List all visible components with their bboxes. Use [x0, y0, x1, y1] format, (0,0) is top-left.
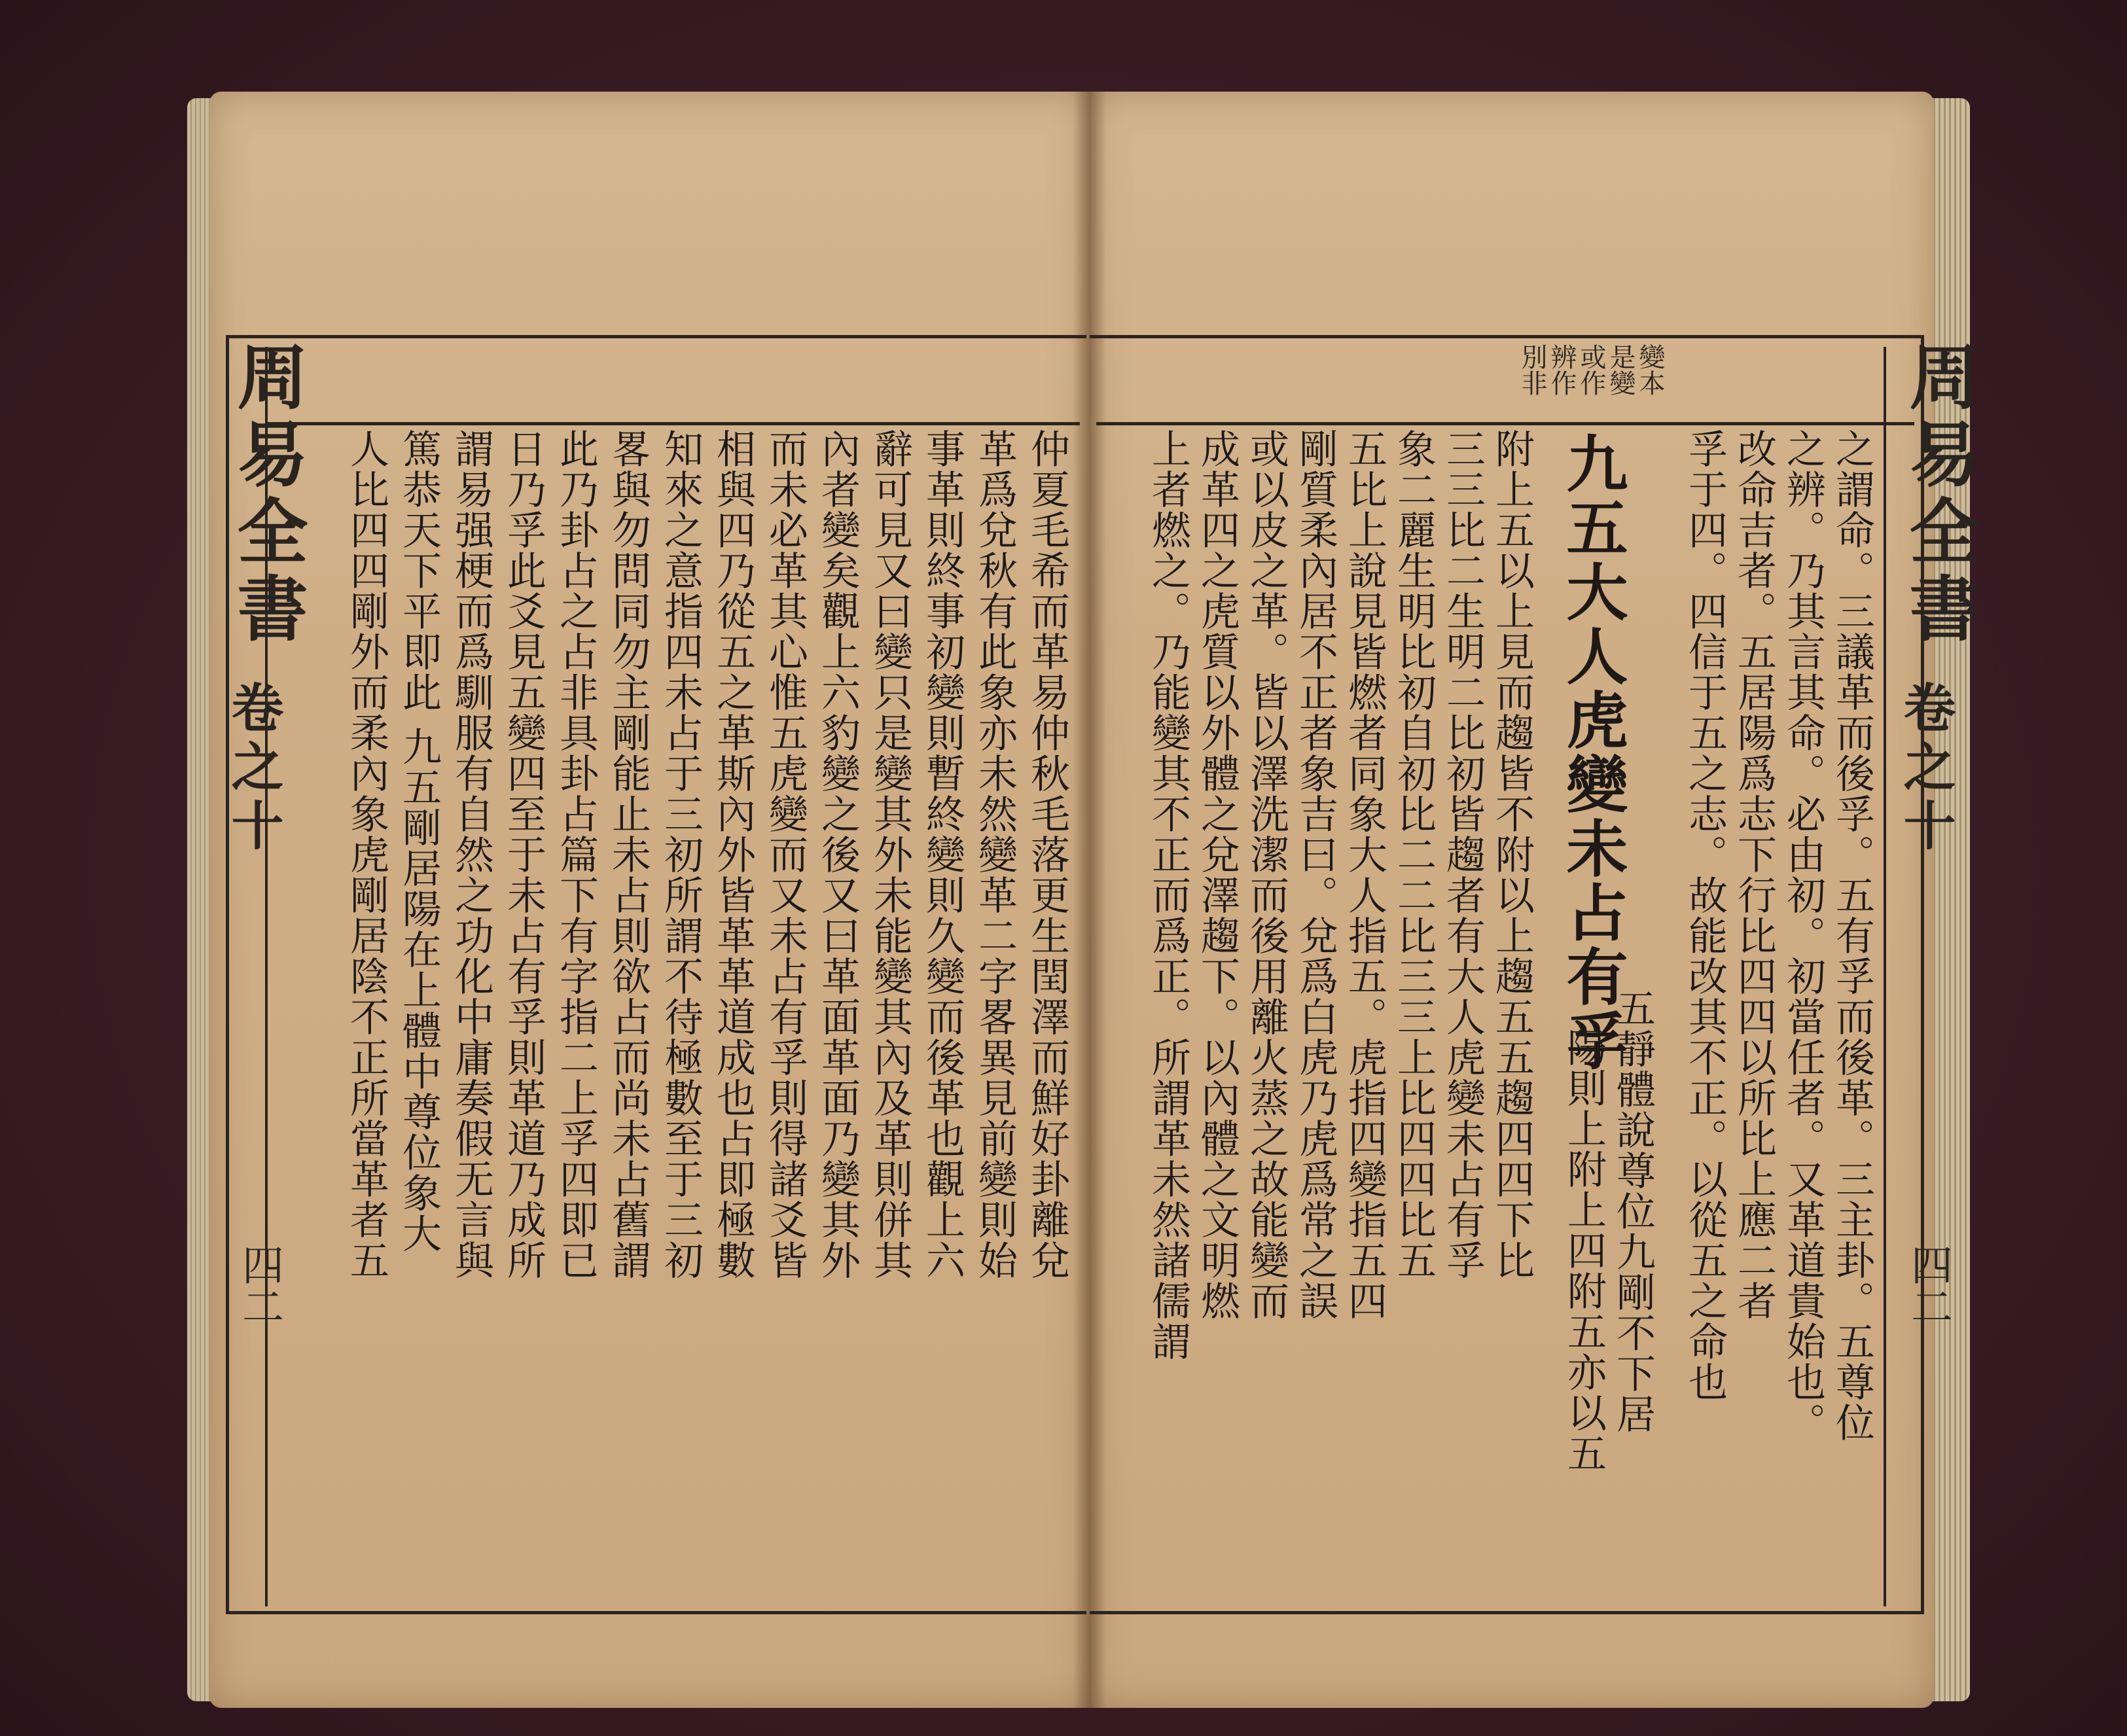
- note-column: 辨作: [1546, 344, 1577, 396]
- commentary-column: 相與四乃從五之革斯內外皆革革道成也占即極數: [710, 429, 756, 1281]
- commentary-column: 五靜體說尊位九剛不下居: [1610, 988, 1656, 1434]
- commentary-column: 剛質柔內居不正者象吉曰。兌爲白虎乃虎爲常之誤: [1293, 429, 1338, 1321]
- commentary-column: 仲夏毛希而革易仲秋毛落更生閏澤而鮮好卦離兌: [1024, 429, 1070, 1281]
- commentary-column: 成革四之虎質以外體之兌澤趨下。以內體之文明燃: [1194, 429, 1240, 1321]
- commentary-column: 內者變矣觀上六豹變之後又曰革面革面乃變其外: [815, 429, 861, 1281]
- note-column: 是變: [1605, 344, 1635, 396]
- commentary-column: 附上五以上見而趨皆不附以上趨五五趨四四下比: [1489, 429, 1535, 1281]
- commentary-column: 上者燃之。乃能變其不正而爲正。所謂革未然諸儒謂: [1145, 429, 1191, 1362]
- commentary-column: 而未必革其心惟五虎變而又未占有孚則得諸爻皆: [762, 429, 808, 1281]
- right-folio: 四二: [1904, 1243, 1952, 1327]
- commentary-column: 事革則終事初變則暫終變則久變而後革也觀上六: [920, 429, 965, 1281]
- commentary-column: 改命吉者。五居陽爲志下行比四四以所比上應二者: [1731, 429, 1777, 1321]
- commentary-column: 之辨。乃其言其命。必由初。初當任者。又革道貴始也。: [1780, 429, 1826, 1443]
- commentary-column: 篤恭天下平即此 九五剛居陽在上體中尊位象大: [396, 429, 442, 1254]
- commentary-column: 知來之意指四未占于三初所謂不待極數至于三初: [658, 429, 704, 1281]
- note-column: 別非: [1517, 344, 1547, 396]
- commentary-column: 畧與勿問同勿主剛能止未占則欲占而尚未占舊謂: [605, 429, 651, 1281]
- commentary-column: 象二麗生明比初自初比二二比三三上比四四比五: [1391, 429, 1437, 1281]
- main-text-heading: 九五大人虎變未占有孚: [1556, 432, 1628, 1073]
- left-margin-title: 周易全書: [225, 340, 308, 649]
- left-margin-juan: 卷之十: [223, 681, 284, 857]
- right-margin-juan: 卷之十: [1895, 681, 1956, 857]
- commentary-column: 人比四四剛外而柔內象虎剛居陰不正所當革者五: [344, 429, 389, 1281]
- commentary-column: 三三比二生明二比初皆趨者有大人虎變未占有孚: [1440, 429, 1486, 1281]
- right-margin-title: 周易全書: [1897, 340, 1980, 649]
- left-header-band: [265, 350, 1080, 425]
- left-folio: 四二: [235, 1243, 283, 1327]
- note-column: 或作: [1576, 344, 1606, 396]
- note-column: 變本: [1635, 344, 1665, 396]
- commentary-column: 孚于四。四信于五之志。故能改其不正。以從五之命也: [1682, 429, 1728, 1402]
- commentary-column: 革爲兌秋有此象亦未然變革二字畧異見前變則始: [972, 429, 1018, 1281]
- commentary-column: 謂易强梗而爲馴服有自然之功化中庸奏假无言與: [448, 429, 494, 1281]
- commentary-column: 辭可見又曰變只是變其外未能變其內及革則併其: [867, 429, 913, 1281]
- commentary-column: 日乃孚此爻見五變四至于未占有孚則革道乃成所: [501, 429, 546, 1281]
- commentary-column: 此乃卦占之占非具卦占篇下有字指二上孚四即已: [553, 429, 599, 1281]
- right-margin-rule: [1884, 347, 1886, 1606]
- right-header-band: [1096, 350, 1914, 425]
- commentary-column: 或以皮之革。皆以澤洗潔而後用離火蒸之故能變而: [1243, 429, 1289, 1321]
- commentary-column: 之謂命。三議革而後孚。五有孚而後革。三主卦。五尊位: [1829, 429, 1875, 1443]
- commentary-column: 五比上說見皆燃者同象大人指五。虎指四變指五四: [1342, 429, 1387, 1321]
- commentary-column: 陽則上附上四附五亦以五: [1561, 1027, 1607, 1474]
